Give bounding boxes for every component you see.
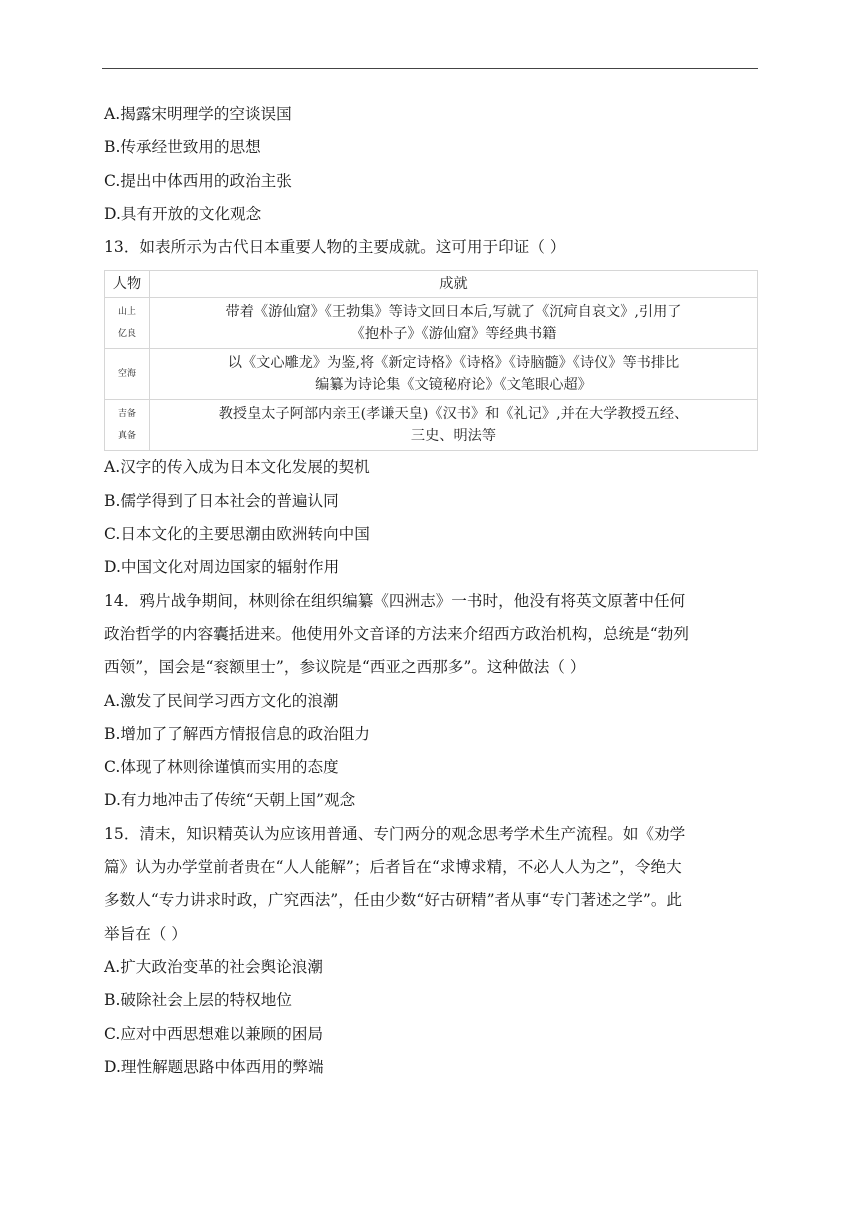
q14-option-d: D.有力地冲击了传统“天朝上国”观念 xyxy=(104,791,356,810)
q12-option-c: C.提出中体西用的政治主张 xyxy=(104,171,292,190)
q14-option-b: B.增加了了解西方情报信息的政治阻力 xyxy=(104,724,370,743)
table-cell-achievement xyxy=(150,298,758,349)
table-header-person: 人物 xyxy=(105,271,150,298)
table-row xyxy=(105,298,758,349)
q15-option-a: A.扩大政治变革的社会舆论浪潮 xyxy=(104,957,323,976)
q15-option-b: B.破除社会上层的特权地位 xyxy=(104,991,292,1010)
table-header-row xyxy=(105,271,758,298)
q15-option-d: D.理性解题思路中体西用的弊端 xyxy=(104,1057,324,1076)
table-row xyxy=(105,349,758,400)
q14-stem-line: 西领”，国会是“衮额里士”，参议院是“西亚之西那多”。这种做法（ ） xyxy=(104,658,586,677)
table-cell-achievement xyxy=(150,400,758,451)
q15-stem-line: 多数人“专力讲求时政，广究西法”，任由少数“好古研精”者从事“专门著述之学”。此 xyxy=(104,891,683,910)
question-content xyxy=(104,98,760,1084)
achievement-line: 教授皇太子阿部内亲王(孝谦天皇)《汉书》和《礼记》,并在大学教授五经、 xyxy=(218,406,689,423)
table-row xyxy=(105,400,758,451)
achievement-line: 以《文心雕龙》为鉴,将《新定诗格》《诗格》《诗脑髓》《诗仪》等书排比 xyxy=(227,355,680,372)
person-name-line: 吉备 xyxy=(118,409,136,420)
q13-option-a: A.汉字的传入成为日本文化发展的契机 xyxy=(104,458,370,477)
table-cell-person xyxy=(105,349,150,400)
table-header-achievement: 成就 xyxy=(150,271,758,298)
person-name-line: 真备 xyxy=(118,431,136,442)
q15-stem-line: 15．清末，知识精英认为应该用普通、专门两分的观念思考学术生产流程。如《劝学 xyxy=(104,824,686,843)
q12-option-a: A.揭露宋明理学的空谈误国 xyxy=(104,105,292,123)
achievement-line: 《抱朴子》《游仙窟》等经典书籍 xyxy=(350,326,557,343)
q14-stem-line: 14．鸦片战争期间，林则徐在组织编纂《四洲志》一书时，他没有将英文原著中任何 xyxy=(104,591,686,610)
q13-table xyxy=(104,270,758,451)
q13-option-b: B.儒学得到了日本社会的普遍认同 xyxy=(104,491,339,510)
q14-option-a: A.激发了民间学习西方文化的浪潮 xyxy=(104,691,339,710)
q12-option-b: B.传承经世致用的思想 xyxy=(104,138,261,157)
table-cell-person xyxy=(105,400,150,451)
q12-option-d: D.具有开放的文化观念 xyxy=(104,204,262,223)
q15-stem-line: 篇》认为办学堂前者贵在“人人能解”；后者旨在“求博求精，不必人人为之”，令绝大 xyxy=(104,858,682,877)
achievement-line: 带着《游仙窟》《王勃集》等诗文回日本后,写就了《沉疴自哀文》,引用了 xyxy=(225,304,682,321)
q14-stem-line: 政治哲学的内容囊括进来。他使用外文音译的方法来介绍西方政治机构，总统是“勃列 xyxy=(104,624,689,643)
q13-option-d: D.中国文化对周边国家的辐射作用 xyxy=(104,558,340,577)
q15-stem-line: 举旨在（ ） xyxy=(104,924,187,943)
person-name-line: 亿良 xyxy=(118,329,136,340)
q14-option-c: C.体现了林则徐谨慎而实用的态度 xyxy=(104,758,339,777)
achievement-line: 三史、明法等 xyxy=(410,428,497,445)
q13-option-c: C.日本文化的主要思潮由欧洲转向中国 xyxy=(104,525,370,544)
header-rule xyxy=(102,68,758,69)
q15-option-c: C.应对中西思想难以兼顾的困局 xyxy=(104,1024,324,1043)
table-cell-person xyxy=(105,298,150,349)
person-name-line: 空海 xyxy=(118,369,136,380)
person-name-line: 山上 xyxy=(118,307,136,318)
table-cell-achievement xyxy=(150,349,758,400)
achievement-line: 编纂为诗论集《文镜秘府论》《文笔眼心超》 xyxy=(315,377,592,394)
q13-stem: 13．如表所示为古代日本重要人物的主要成就。这可用于印证（ ） xyxy=(104,238,566,257)
